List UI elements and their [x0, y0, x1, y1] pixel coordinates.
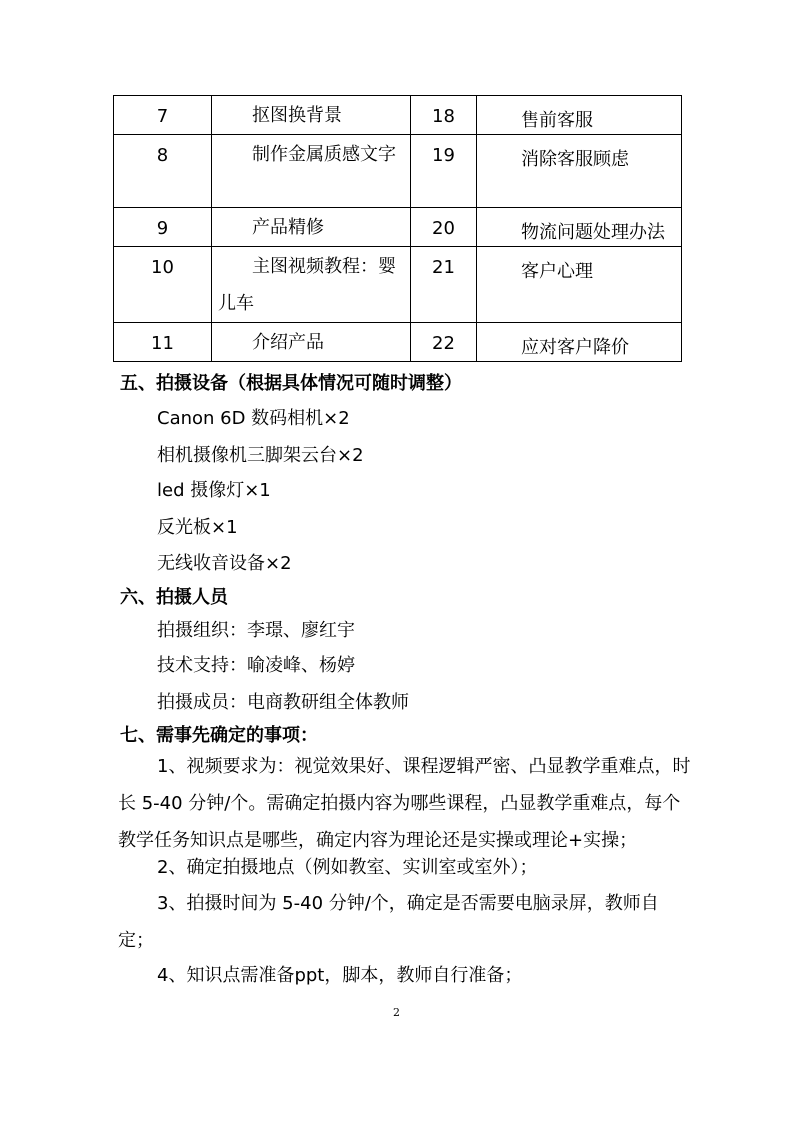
table-row: [114, 323, 682, 362]
section-heading-staff: 六、拍摄人员: [120, 587, 228, 608]
cell-number: 8: [114, 135, 212, 208]
table-row: [114, 96, 682, 135]
cell-number: 9: [114, 208, 212, 247]
cell-course: 应对客户降价: [477, 323, 682, 362]
equipment-item: 相机摄像机三脚架云台×2: [157, 445, 364, 466]
prerequisite-text: 2、确定拍摄地点（例如教室、实训室或室外）；: [157, 857, 538, 878]
course-name: 介绍产品: [252, 332, 324, 353]
course-name: 抠图换背景: [252, 105, 342, 126]
cell-number: 10: [114, 247, 212, 323]
cell-number: 7: [114, 96, 212, 135]
cell-number: 19: [411, 135, 477, 208]
cell-course: 物流问题处理办法: [477, 208, 682, 247]
cell-number: 18: [411, 96, 477, 135]
section-heading-prerequisites: 七、需事先确定的事项：: [120, 725, 318, 746]
cell-course: [212, 323, 411, 362]
prerequisite-text: 3、拍摄时间为 5-40 分钟/个，确定是否需要电脑录屏，教师自定；: [118, 893, 659, 951]
course-table: [113, 95, 682, 362]
staff-item: 技术支持：喻凌峰、杨婷: [157, 655, 355, 676]
prerequisite-paragraph: [118, 885, 693, 959]
cell-number: 11: [114, 323, 212, 362]
prerequisite-paragraph: [118, 748, 693, 859]
staff-item: 拍摄组织：李璟、廖红宇: [157, 620, 355, 641]
prerequisite-text: 1、视频要求为：视觉效果好、课程逻辑严密、凸显教学重难点，时长 5-40 分钟/个。需确定拍摄内容为哪些课程，凸显教学重难点，每个教学任务知识点是哪些，确定内容为理论还是实操或理论+实操；: [118, 756, 691, 851]
section-heading-equipment: 五、拍摄设备（根据具体情况可随时调整）: [120, 373, 462, 394]
cell-course: [212, 247, 411, 323]
prerequisite-text: 4、知识点需准备ppt，脚本，教师自行准备；: [157, 965, 523, 986]
cell-course: [212, 96, 411, 135]
equipment-item: led 摄像灯×1: [157, 480, 271, 501]
equipment-item: Canon 6D 数码相机×2: [157, 408, 350, 429]
page-number: 2: [393, 1006, 400, 1019]
cell-number: 20: [411, 208, 477, 247]
course-name: 制作金属质感文字: [252, 144, 396, 165]
cell-number: 22: [411, 323, 477, 362]
table-row: [114, 135, 682, 208]
equipment-item: 无线收音设备×2: [157, 553, 292, 574]
prerequisite-paragraph: [118, 849, 693, 886]
cell-course: 消除客服顾虑: [477, 135, 682, 208]
cell-course: [212, 135, 411, 208]
staff-item: 拍摄成员：电商教研组全体教师: [157, 692, 409, 713]
prerequisite-paragraph: [118, 957, 693, 994]
table-row: [114, 247, 682, 323]
table-row: [114, 208, 682, 247]
equipment-item: 反光板×1: [157, 517, 238, 538]
course-name: 主图视频教程：婴儿车: [218, 256, 396, 314]
cell-course: 售前客服: [477, 96, 682, 135]
cell-course: [212, 208, 411, 247]
cell-number: 21: [411, 247, 477, 323]
course-name: 产品精修: [252, 217, 324, 238]
cell-course: 客户心理: [477, 247, 682, 323]
